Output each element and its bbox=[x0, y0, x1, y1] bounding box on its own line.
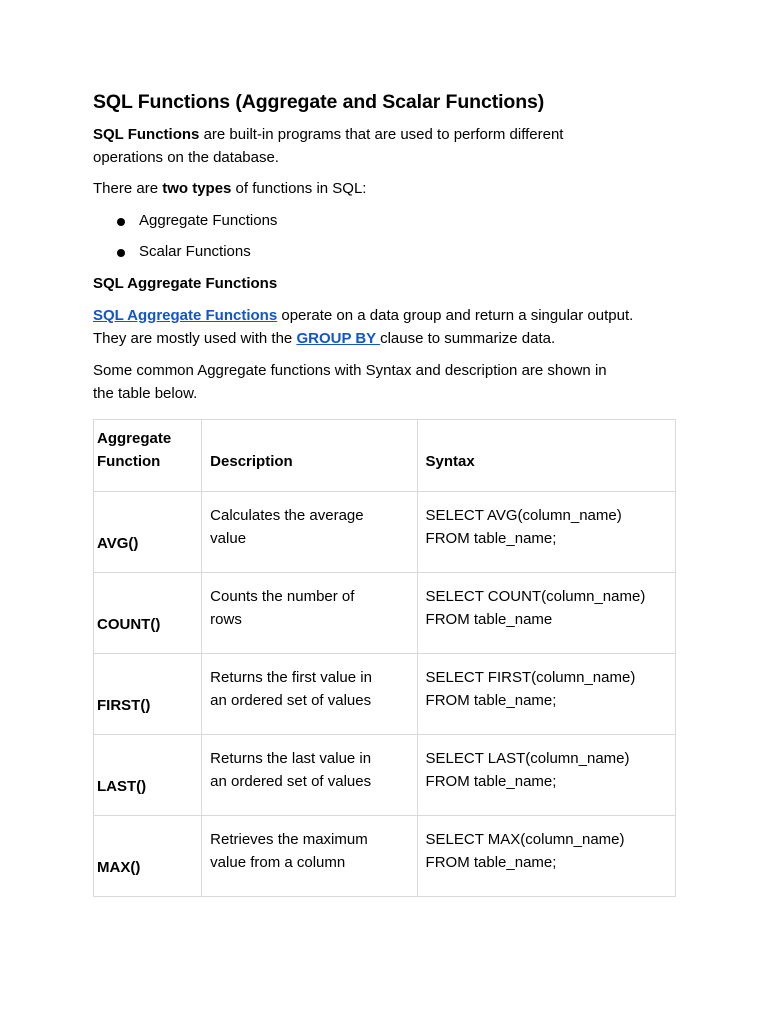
function-name: MAX() bbox=[97, 859, 141, 876]
syntax-line1: SELECT MAX(column_name) bbox=[425, 831, 625, 848]
description-cell bbox=[202, 573, 417, 654]
intro-paragraph bbox=[93, 124, 678, 169]
types-prefix: There are bbox=[93, 180, 163, 197]
function-name: COUNT() bbox=[97, 616, 161, 633]
description-cell bbox=[202, 735, 417, 816]
syntax-line1: SELECT AVG(column_name) bbox=[425, 507, 622, 524]
header-cell-description bbox=[202, 420, 417, 492]
syntax-line2: FROM table_name; bbox=[425, 529, 557, 547]
table-row bbox=[94, 492, 676, 573]
types-suffix: of functions in SQL: bbox=[231, 180, 367, 197]
description-line2: value from a column bbox=[210, 853, 346, 871]
header-description: Description bbox=[210, 453, 293, 470]
function-name: LAST() bbox=[97, 778, 147, 795]
aggregate-functions-link[interactable]: SQL Aggregate Functions bbox=[93, 307, 278, 324]
page-title: SQL Functions (Aggregate and Scalar Functions) bbox=[93, 91, 545, 113]
aggregate-heading: SQL Aggregate Functions bbox=[93, 274, 278, 292]
list-item bbox=[93, 210, 678, 233]
header-cell-function bbox=[94, 420, 202, 492]
description-line1: Calculates the average bbox=[210, 507, 364, 524]
aggregate-line2-prefix: They are mostly used with the bbox=[93, 329, 297, 347]
aggregate-functions-table bbox=[93, 419, 676, 897]
intro-bold-term: SQL Functions bbox=[93, 126, 200, 143]
function-cell bbox=[94, 654, 202, 735]
table-row bbox=[94, 735, 676, 816]
syntax-line2: FROM table_name; bbox=[425, 772, 557, 790]
syntax-cell bbox=[417, 735, 675, 816]
syntax-cell bbox=[417, 816, 675, 897]
description-line2: an ordered set of values bbox=[210, 691, 372, 709]
common-line2: the table below. bbox=[93, 384, 198, 402]
header-function-line1: Aggregate bbox=[97, 430, 172, 447]
description-line1: Counts the number of bbox=[210, 588, 355, 605]
table-row bbox=[94, 816, 676, 897]
common-functions-paragraph bbox=[93, 360, 678, 405]
aggregate-paragraph bbox=[93, 305, 678, 350]
function-cell bbox=[94, 492, 202, 573]
syntax-line2: FROM table_name; bbox=[425, 691, 557, 709]
description-line1: Returns the last value in bbox=[210, 750, 372, 767]
types-paragraph bbox=[93, 178, 678, 201]
intro-line2-text: operations on the database. bbox=[93, 148, 279, 166]
description-cell bbox=[202, 492, 417, 573]
description-cell bbox=[202, 816, 417, 897]
description-line1: Retrieves the maximum bbox=[210, 831, 368, 848]
description-line2: rows bbox=[210, 610, 242, 628]
function-cell bbox=[94, 735, 202, 816]
header-syntax: Syntax bbox=[425, 453, 475, 470]
description-line1: Returns the first value in bbox=[210, 669, 372, 686]
bullet-icon bbox=[117, 249, 125, 257]
syntax-line1: SELECT COUNT(column_name) bbox=[425, 588, 646, 605]
table-row bbox=[94, 654, 676, 735]
description-line2: an ordered set of values bbox=[210, 772, 372, 790]
common-line1: Some common Aggregate functions with Syntax and description are shown in bbox=[93, 362, 607, 379]
types-bold: two types bbox=[162, 180, 232, 197]
bullet-icon bbox=[117, 218, 125, 226]
list-item-label: Scalar Functions bbox=[139, 243, 251, 260]
function-cell bbox=[94, 573, 202, 654]
list-item bbox=[93, 241, 678, 264]
header-cell-syntax bbox=[417, 420, 675, 492]
aggregate-line2-suffix: clause to summarize data. bbox=[380, 329, 556, 347]
syntax-line1: SELECT LAST(column_name) bbox=[425, 750, 630, 767]
function-cell bbox=[94, 816, 202, 897]
intro-line1-text: are built-in programs that are used to perform different bbox=[199, 126, 564, 143]
syntax-cell bbox=[417, 573, 675, 654]
syntax-line1: SELECT FIRST(column_name) bbox=[425, 669, 636, 686]
syntax-line2: FROM table_name bbox=[425, 610, 553, 628]
table-header-row bbox=[94, 420, 676, 492]
aggregate-line1-text: operate on a data group and return a singular output. bbox=[277, 307, 634, 324]
function-name: FIRST() bbox=[97, 697, 151, 714]
description-line2: value bbox=[210, 529, 247, 547]
description-cell bbox=[202, 654, 417, 735]
syntax-line2: FROM table_name; bbox=[425, 853, 557, 871]
document-page bbox=[93, 88, 678, 405]
header-function-line2: Function bbox=[97, 452, 161, 470]
syntax-cell bbox=[417, 492, 675, 573]
group-by-link[interactable]: GROUP BY bbox=[296, 329, 381, 347]
table-row bbox=[94, 573, 676, 654]
list-item-label: Aggregate Functions bbox=[139, 211, 278, 229]
function-types-list bbox=[93, 210, 678, 264]
syntax-cell bbox=[417, 654, 675, 735]
function-name: AVG() bbox=[97, 535, 139, 552]
